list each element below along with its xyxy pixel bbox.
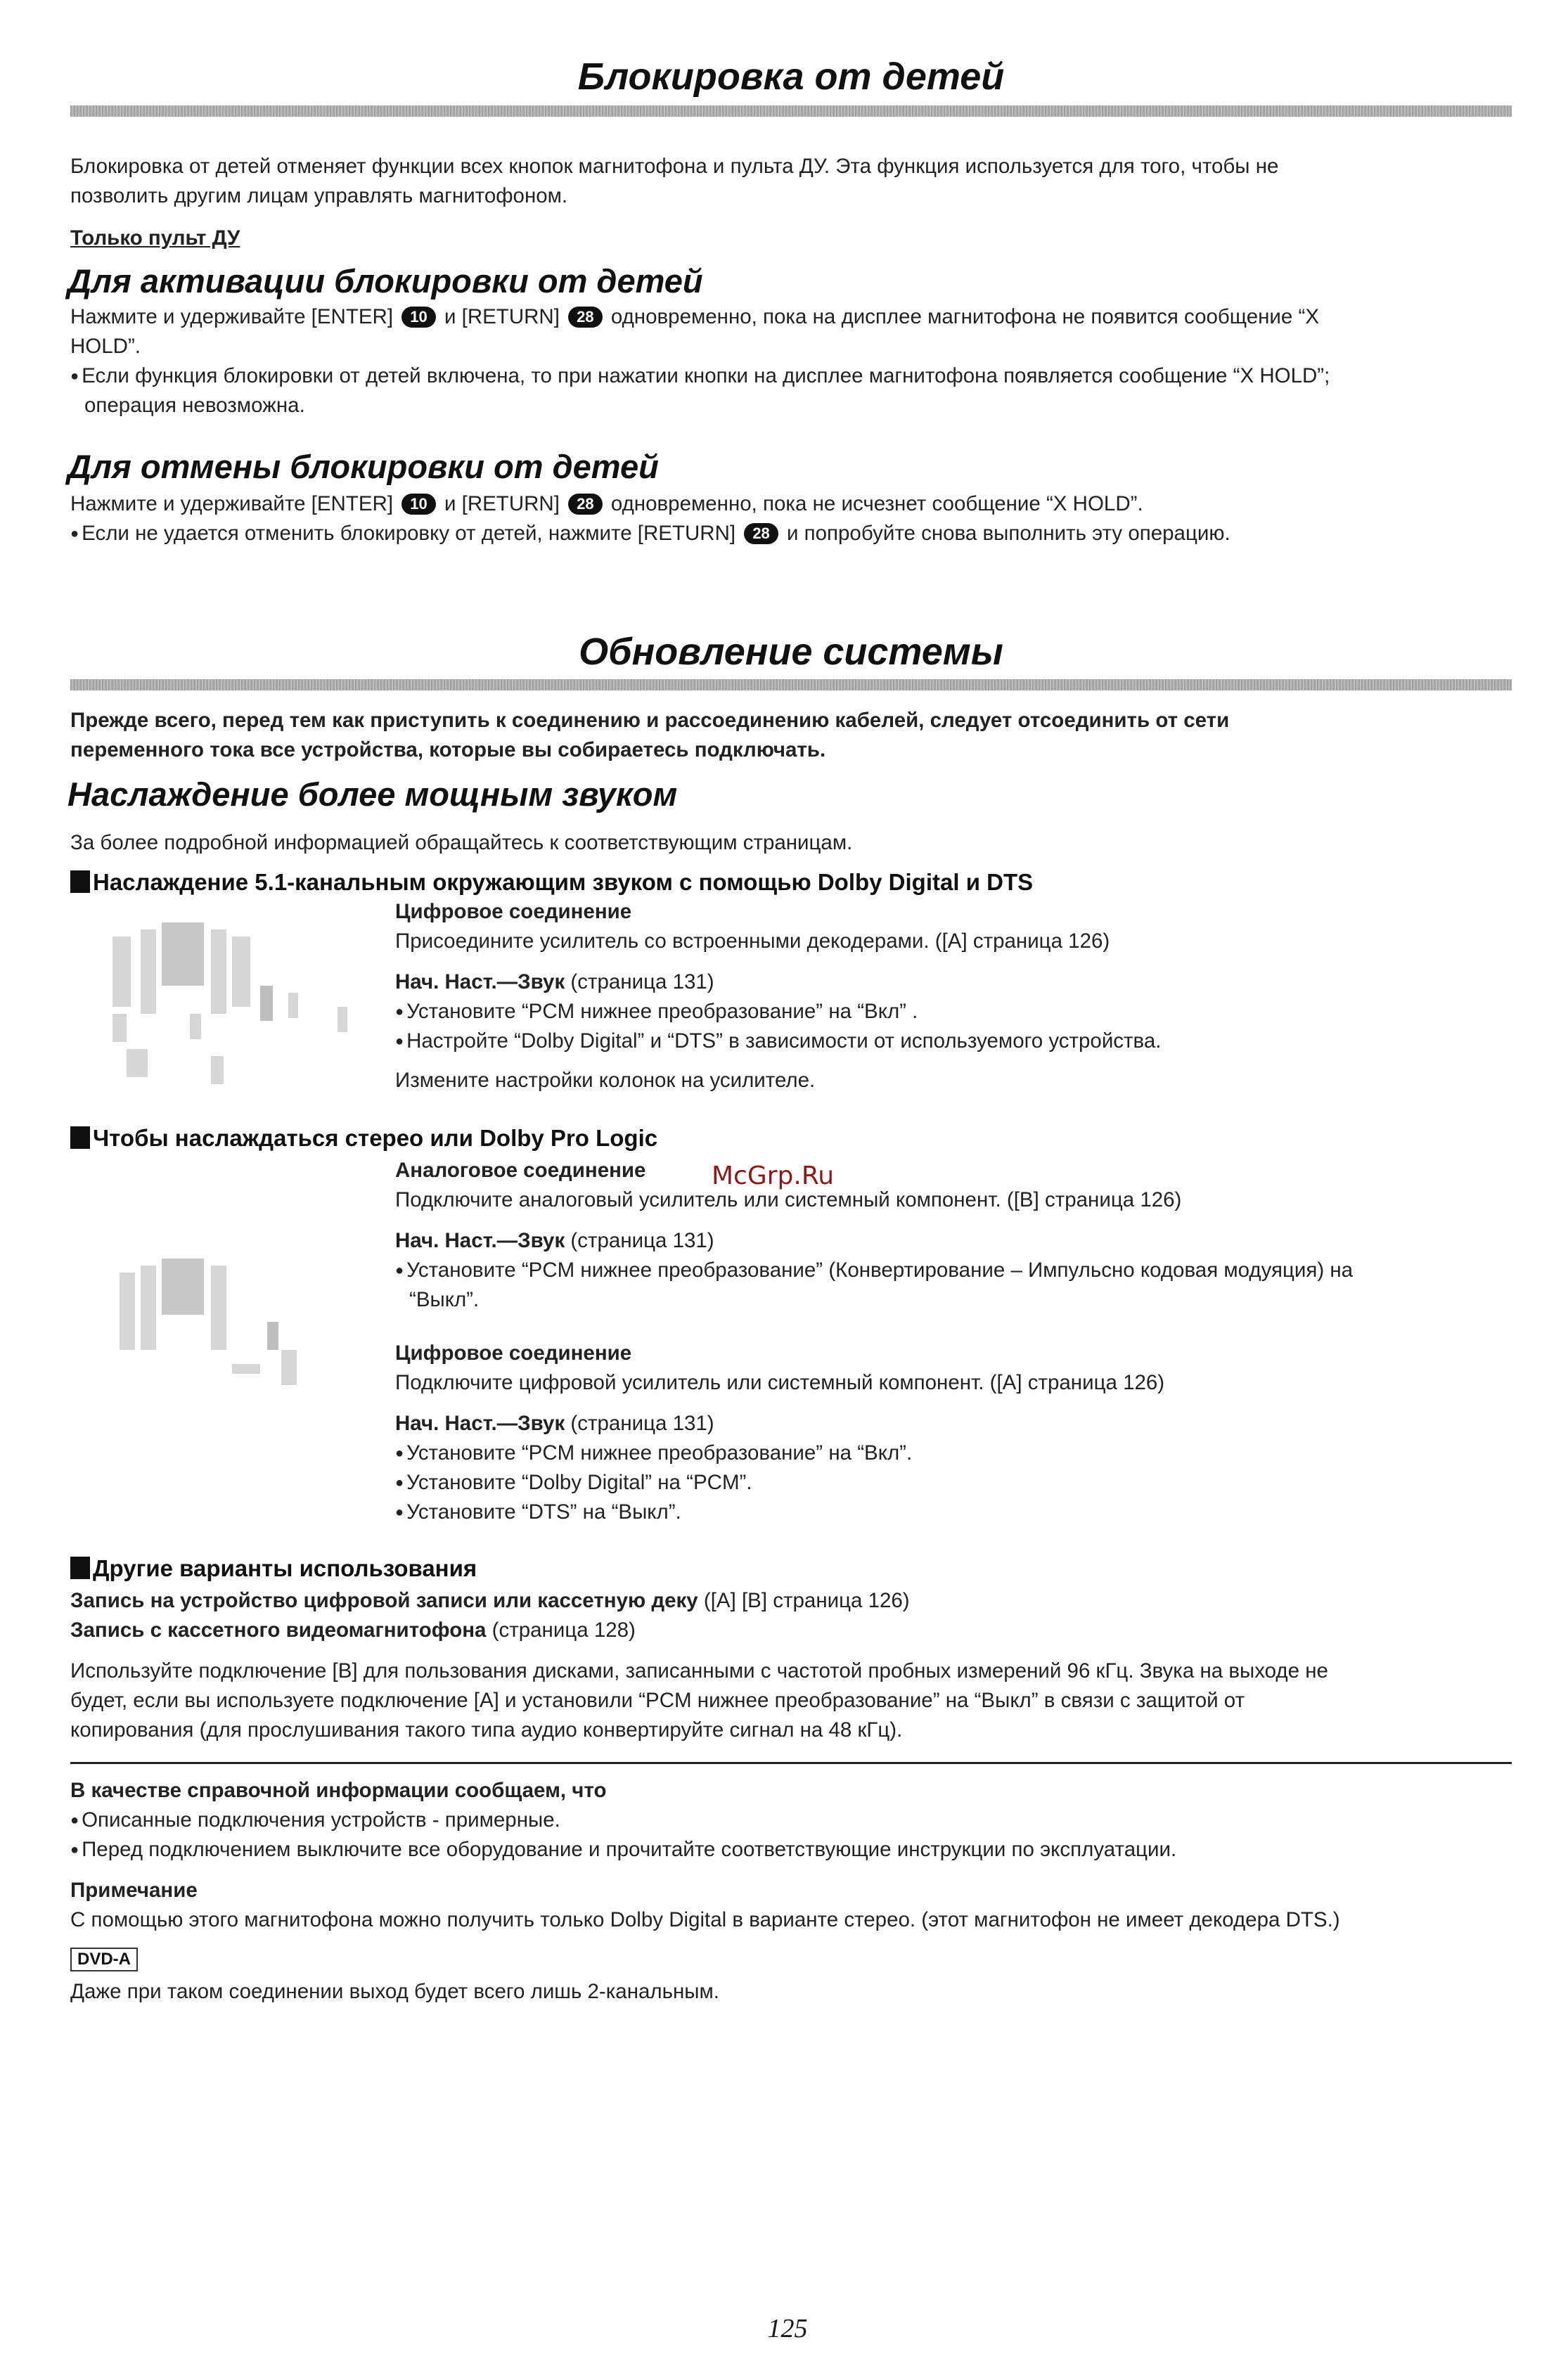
child-lock-title: Блокировка от детей: [577, 56, 1005, 98]
child-lock-intro-line2: позволить другим лицам управлять магнитофоном.: [70, 184, 568, 207]
stereo-digital-connection-text: Подключите цифровой усилитель или системный компонент. ([A] страница 126): [395, 1371, 1165, 1394]
digital-bullet-1: ● Установите “PCM нижнее преобразование” на “Вкл”.: [395, 1439, 912, 1468]
better-sound-intro: За более подробной информацией обращайтесь к соответствующим страницам.: [70, 831, 853, 854]
dvd-audio-badge: DVD-A: [70, 1948, 138, 1971]
surround-digital-connection-title: Цифровое соединение: [395, 900, 632, 923]
page-number: 125: [767, 2314, 808, 2343]
title-rule: [70, 679, 1512, 690]
surround-bullet-1: ● Установите “PCM нижнее преобразование” на “Вкл” .: [395, 997, 918, 1027]
surround-digital-connection-text: Присоедините усилитель со встроенными декодерами. ([A] страница 126): [395, 929, 1110, 953]
activate-instruction-line2: HOLD”.: [70, 335, 141, 358]
activate-instruction-line1: Нажмите и удерживайте [ENTER] 10 и [RETURN] 28 одновременно, пока на дисплее магнитофона не появится сообщение “X: [70, 305, 1320, 328]
other-uses-paragraph-line3: копирования (для прослушивания такого типа аудио конвертируйте сигнал на 48 кГц).: [70, 1718, 903, 1742]
activate-note-line1: ● Если функция блокировки от детей включена, то при нажатии кнопки на дисплее магнитофона появляется сообщение “X HOLD”;: [70, 361, 1519, 391]
square-bullet-icon: [70, 870, 90, 893]
vcr-recording-line: Запись с кассетного видеомагнитофона (страница 128): [70, 1619, 636, 1642]
surround-speaker-settings-note: Измените настройки колонок на усилителе.: [395, 1069, 816, 1092]
cancel-note: ● Если не удается отменить блокировку от детей, нажмите [RETURN] 28 и попробуйте снова выполнить эту операцию.: [70, 519, 1519, 548]
enter-button-number-badge: 10: [401, 494, 435, 515]
digital-recording-line: Запись на устройство цифровой записи или кассетную деку ([A] [B] страница 126): [70, 1589, 910, 1612]
reference-bullet-2: ● Перед подключением выключите все оборудование и прочитайте соответствующие инструкции по эксплуатации.: [70, 1835, 1519, 1865]
return-button-number-badge: 28: [744, 523, 778, 544]
surround-menu-path: Нач. Наст.—Звук (страница 131): [395, 970, 714, 993]
analog-menu-path: Нач. Наст.—Звук (страница 131): [395, 1229, 714, 1252]
surround-connection-illustration: [84, 908, 380, 1098]
reference-heading: В качестве справочной информации сообщаем, что: [70, 1779, 607, 1802]
square-bullet-icon: [70, 1557, 90, 1579]
activate-lock-title: Для активации блокировки от детей: [68, 262, 703, 300]
cancel-instruction-line1: Нажмите и удерживайте [ENTER] 10 и [RETURN] 28 одновременно, пока не исчезнет сообщение “X HOLD”.: [70, 492, 1143, 515]
upgrade-warning-line1: Прежде всего, перед тем как приступить к соединению и рассоединению кабелей, следует отсоединить от сети: [70, 709, 1230, 732]
stereo-heading: Чтобы наслаждаться стерео или Dolby Pro Logic: [70, 1125, 657, 1152]
stereo-connection-illustration: [105, 1244, 330, 1392]
digital-bullet-3: ● Установите “DTS” на “Выкл”.: [395, 1498, 681, 1527]
digital-bullet-2: ● Установите “Dolby Digital” на “PCM”.: [395, 1468, 752, 1498]
child-lock-intro-line1: Блокировка от детей отменяет функции всех кнопок магнитофона и пульта ДУ. Эта функция используется для того, чтобы не: [70, 155, 1279, 178]
cancel-lock-title: Для отмены блокировки от детей: [68, 448, 659, 485]
dvd-audio-note: Даже при таком соединении выход будет всего лишь 2-канальным.: [70, 1980, 719, 2003]
section-divider: [70, 1762, 1512, 1764]
return-button-number-badge: 28: [568, 494, 602, 515]
surround-bullet-2: ● Настройте “Dolby Digital” и “DTS” в зависимости от используемого устройства.: [395, 1027, 1162, 1056]
square-bullet-icon: [70, 1126, 90, 1149]
note-heading: Примечание: [70, 1879, 198, 1902]
stereo-digital-connection-title: Цифровое соединение: [395, 1341, 632, 1365]
analog-connection-text: Подключите аналоговый усилитель или системный компонент. ([B] страница 126): [395, 1188, 1182, 1211]
analog-bullet-1-line2: “Выкл”.: [409, 1288, 480, 1311]
better-sound-title: Наслаждение более мощным звуком: [68, 776, 678, 813]
activate-note-line2: операция невозможна.: [84, 394, 305, 417]
title-rule: [70, 105, 1512, 117]
other-uses-paragraph-line1: Используйте подключение [B] для пользования дисками, записанными с частотой пробных измерений 96 кГц. Звука на выходе не: [70, 1659, 1328, 1682]
analog-connection-title: Аналоговое соединение: [395, 1159, 646, 1182]
remote-only-label: Только пульт ДУ: [70, 226, 240, 250]
analog-bullet-1-line1: ● Установите “PCM нижнее преобразование” (Конвертирование – Импульсно кодовая модуяция) на: [395, 1256, 1353, 1285]
upgrade-warning-line2: переменного тока все устройства, которые вы собираетесь подключать.: [70, 738, 826, 761]
other-uses-paragraph-line2: будет, если вы используете подключение [A] и установили “PCM нижнее преобразование” на “Выкл” в связи с защитой от: [70, 1689, 1245, 1712]
other-uses-heading: Другие варианты использования: [70, 1555, 477, 1582]
site-watermark: McGrp.Ru: [712, 1162, 835, 1190]
surround-heading: Наслаждение 5.1-канальным окружающим звуком с помощью Dolby Digital и DTS: [70, 869, 1033, 896]
digital-menu-path: Нач. Наст.—Звук (страница 131): [395, 1412, 714, 1435]
return-button-number-badge: 28: [568, 307, 602, 328]
note-text: С помощью этого магнитофона можно получить только Dolby Digital в варианте стерео. (этот магнитофон не имеет декодера DTS.): [70, 1908, 1340, 1931]
enter-button-number-badge: 10: [401, 307, 435, 328]
reference-bullet-1: ● Описанные подключения устройств - примерные.: [70, 1806, 1519, 1835]
system-upgrade-title: Обновление системы: [579, 631, 1003, 673]
